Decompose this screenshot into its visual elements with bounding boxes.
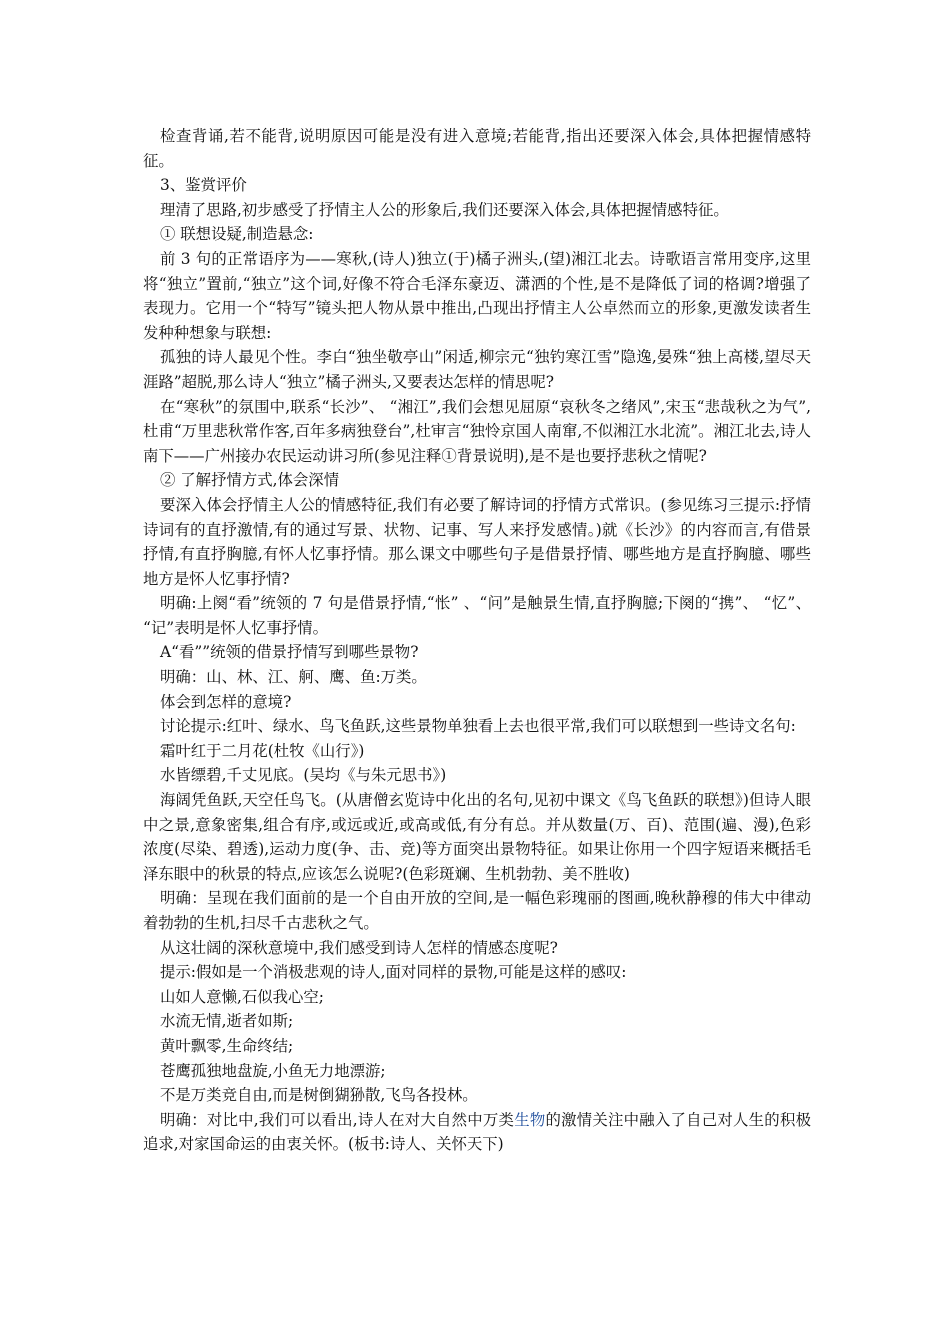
quote-line: 水皆缥碧,千丈见底。(吴均《与朱元思书》) [160, 766, 447, 785]
quote-line: 苍鹰孤独地盘旋,小鱼无力地漂游; [160, 1061, 386, 1080]
paragraph: 明确：山、林、江、舸、鹰、鱼:万类。 [160, 668, 427, 687]
paragraph: 明确:上阕“看”统领的 7 句是借景抒情,“怅” 、“问”是触景生情,直抒胸臆;下阕的“携”、 “忆”、 “记”表明是怀人忆事抒情。 [143, 594, 811, 637]
paragraph: 明确：呈现在我们面前的是一个自由开放的空间,是一幅色彩瑰丽的图画,晚秋静穆的伟大中律动着勃勃的生机,扫尽千古悲秋之气。 [143, 889, 811, 932]
quote-line: 不是万类竞自由,而是树倒猢狲散,飞鸟各投林。 [160, 1086, 478, 1105]
paragraph: 孤独的诗人最见个性。李白“独坐敬亭山”闲适,柳宗元“独钓寒江雪”隐逸,晏殊“独上高楼,望尽天涯路”超脱,那么诗人“独立”橘子洲头,又要表达怎样的情思呢? [143, 348, 811, 391]
question: A“看””统领的借景抒情写到哪些景物? [160, 643, 419, 662]
paragraph [143, 1108, 811, 1157]
paragraph: 前 3 句的正常语序为——寒秋,(诗人)独立(于)橘子洲头,(望)湘江北去。诗歌语言常用变序,这里将“独立”置前,“独立”这个词,好像不符合毛泽东豪迈、潇洒的个性,是不是降低了词的格调?增强了表现力。它用一个“特写”镜头把人物从景中推出,凸现出抒情主人公卓然而立的形象,更激发读者生发种种想象与联想: [143, 249, 811, 342]
highlighted-link[interactable]: 生物 [514, 1110, 546, 1129]
paragraph: 海阔凭鱼跃,天空任鸟飞。(从唐僧玄览诗中化出的名句,见初中课文《鸟飞鱼跃的联想》)但诗人眼中之景,意象密集,组合有序,或远或近,或高或低,有分有总。并从数量(万、百)、范围(遍、漫),色彩浓度(尽染、碧透),运动力度(争、击、竞)等方面突出景物特征。如果让你用一个四字短语来概括毛泽东眼中的秋景的特点,应该怎么说呢?(色彩斑斓、生机勃勃、美不胜收) [143, 791, 811, 883]
question: 体会到怎样的意境? [160, 692, 292, 711]
last-paragraph-start: 明确：对比中,我们可以看出,诗人在对大自然中万类 [160, 1110, 515, 1129]
question: 从这壮阔的深秋意境中,我们感受到诗人怎样的情感态度呢? [160, 938, 558, 957]
paragraph: 要深入体会抒情主人公的情感特征,我们有必要了解诗词的抒情方式常识。(参见练习三提示:抒情诗词有的直抒激情,有的通过写景、状物、记事、写人来抒发感情。)就《长沙》的内容而言,有借景抒情,有直抒胸臆,有怀人忆事抒情。那么课文中哪些句子是借景抒情、哪些地方是直抒胸臆、哪些地方是怀人忆事抒情? [143, 495, 811, 588]
quote-line: 霜叶红于二月花(杜牧《山行》) [160, 741, 365, 760]
quote-line: 水流无情,逝者如斯; [160, 1012, 294, 1031]
section-heading: 3、鉴赏评价 [160, 176, 247, 195]
paragraph: 检查背诵,若不能背,说明原因可能是没有进入意境;若能背,指出还要深入体会,具体把握情感特征。 [143, 127, 811, 170]
paragraph: 提示:假如是一个消极悲观的诗人,面对同样的景物,可能是这样的感叹: [160, 963, 627, 982]
paragraph: 理清了思路,初步感受了抒情主人公的形象后,我们还要深入体会,具体把握情感特征。 [160, 200, 729, 219]
last-paragraph-end: 的激情关注中融入了自己对人生的积极追求,对家国命运的由衷关怀。(板书:诗人、关怀天下) [143, 1110, 811, 1154]
document-body [143, 124, 811, 1157]
subsection-heading: ① 联想设疑,制造悬念: [160, 225, 314, 244]
subsection-heading: ② 了解抒情方式,体会深情 [160, 471, 340, 490]
paragraph: 讨论提示:红叶、绿水、鸟飞鱼跃,这些景物单独看上去也很平常,我们可以联想到一些诗文名句: [160, 717, 796, 736]
quote-line: 山如人意懒,石似我心空; [160, 987, 324, 1006]
paragraph: 在“寒秋”的氛围中,联系“长沙”、 “湘江”,我们会想见屈原“哀秋冬之绪风”,宋玉“悲哉秋之为气”,杜甫“万里悲秋常作客,百年多病独登台”,杜审言“独怜京国人南窜,不似湘江水北流”。湘江北去,诗人南下——广州接办农民运动讲习所(参见注释①背景说明),是不是也要抒悲秋之情呢? [143, 397, 811, 465]
quote-line: 黄叶飘零,生命终结; [160, 1036, 294, 1055]
